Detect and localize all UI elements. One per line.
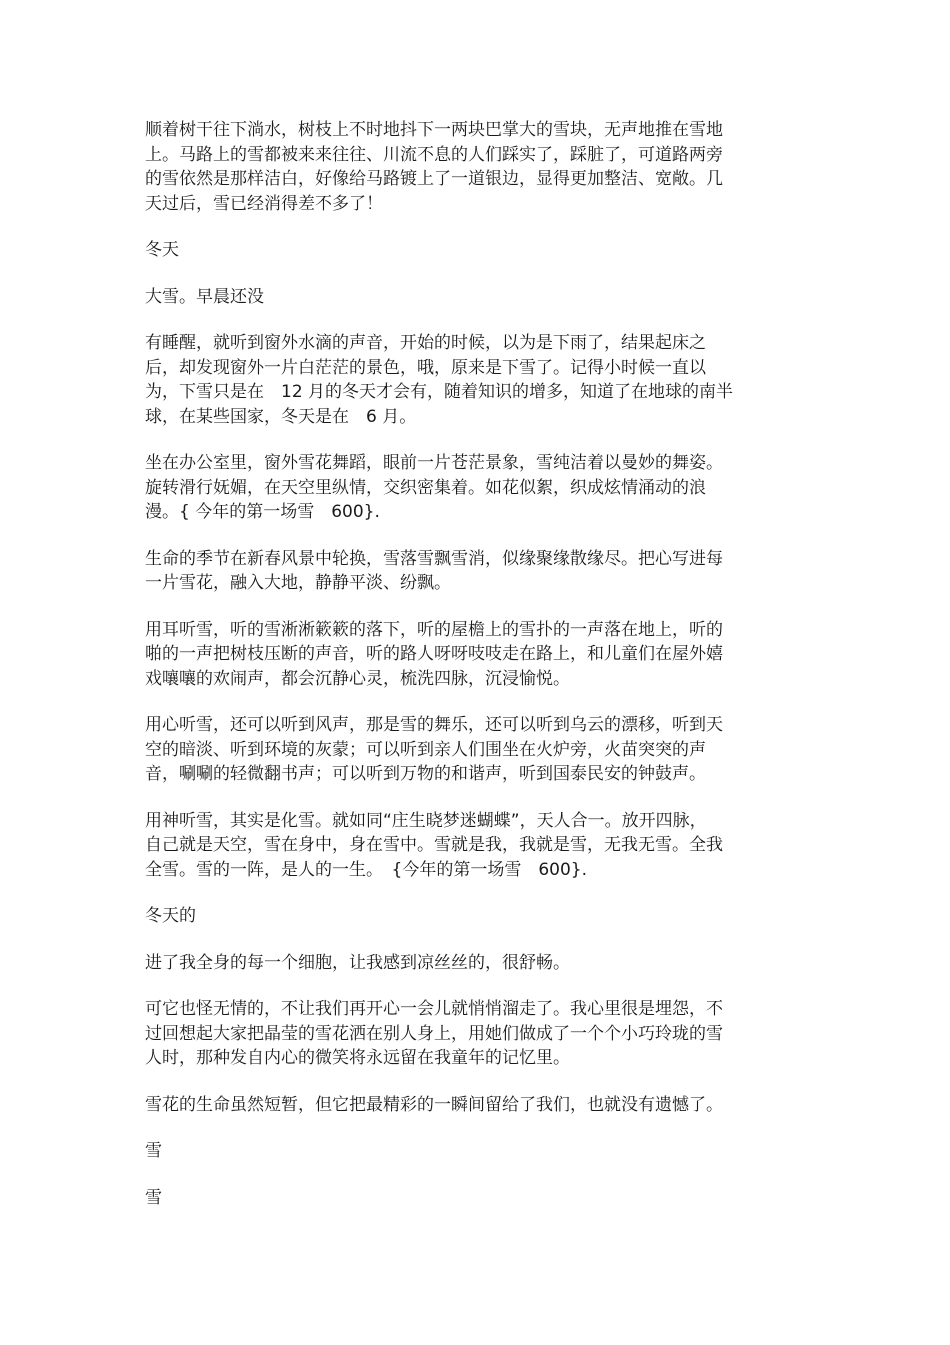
paragraph [145, 809, 765, 883]
text-line: 上。马路上的雪都被来来往往、川流不息的人们踩实了，踩脏了，可道路两旁 [145, 144, 723, 165]
text-line: 冬天 [145, 240, 179, 260]
text-line: 坐在办公室里，窗外雪花舞蹈，眼前一片苍茫景象，雪纯洁着以曼妙的舞姿。 [145, 453, 723, 473]
text-line: 用耳听雪，听的雪淅淅簌簌的落下，听的屋檐上的雪扑的一声落在地上，听的 [145, 619, 723, 640]
paragraph [145, 331, 765, 429]
text-line: 一片雪花，融入大地，静静平淡、纷飘。 [145, 573, 451, 593]
paragraph [145, 713, 765, 787]
paragraph [145, 451, 765, 525]
text-line: 人时，那种发自内心的微笑将永远留在我童年的记忆里。 [145, 1048, 570, 1068]
text-line: 可它也怪无情的，不让我们再开心一会儿就悄悄溜走了。我心里很是埋怨，不 [145, 999, 723, 1019]
text-line: 天过后，雪已经消得差不多了！ [145, 193, 383, 214]
paragraph [145, 1093, 765, 1118]
text-line: 雪 [145, 1141, 162, 1161]
text-line: 后，却发现窗外一片白茫茫的景色，哦，原来是下雪了。记得小时候一直以 [145, 357, 706, 378]
text-line: 的雪依然是那样洁白，好像给马路镀上了一道银边，显得更加整洁、宽敞。几 [145, 169, 723, 189]
text-line: 自己就是天空，雪在身中，身在雪中。雪就是我，我就是雪，无我无雪。全我 [145, 835, 723, 855]
paragraph [145, 997, 765, 1071]
text-line: 冬天的 [145, 906, 196, 926]
paragraph [145, 951, 765, 976]
text-line: 戏嚷嚷的欢闹声，都会沉静心灵，梳洗四脉，沉浸愉悦。 [145, 668, 570, 689]
text-line: 用神听雪，其实是化雪。就如同“庄生晓梦迷蝴蝶”，天人合一。放开四脉， [145, 810, 707, 831]
text-line: 为，下雪只是在 12 月的冬天才会有，随着知识的增多，知道了在地球的南半 [145, 382, 734, 402]
paragraph [145, 618, 765, 692]
paragraph [145, 547, 765, 596]
document-body [145, 118, 765, 1232]
paragraph [145, 285, 765, 310]
text-line: 过回想起大家把晶莹的雪花洒在别人身上，用她们做成了一个个小巧玲珑的雪 [145, 1023, 723, 1044]
text-line: 生命的季节在新春风景中轮换，雪落雪飘雪消，似缘聚缘散缘尽。把心写进每 [145, 548, 723, 569]
text-line: 空的暗淡、听到环境的灰蒙；可以听到亲人们围坐在火炉旁，火苗突突的声 [145, 739, 706, 760]
text-line: 漫。{ 今年的第一场雪 600}. [145, 502, 380, 522]
paragraph [145, 1139, 765, 1164]
text-line: 用心听雪，还可以听到风声，那是雪的舞乐，还可以听到乌云的漂移，听到天 [145, 715, 723, 735]
paragraph [145, 238, 765, 263]
text-line: 雪花的生命虽然短暂，但它把最精彩的一瞬间留给了我们，也就没有遗憾了。 [145, 1094, 723, 1115]
text-line: 雪 [145, 1187, 162, 1208]
text-line: 全雪。雪的一阵，是人的一生。 {今年的第一场雪 600}. [145, 859, 587, 880]
text-line: 音，唰唰的轻微翻书声；可以听到万物的和谐声，听到国泰民安的钟鼓声。 [145, 764, 706, 784]
text-line: 旋转滑行妩媚，在天空里纵情，交织密集着。如花似絮，织成炫情涌动的浪 [145, 477, 706, 498]
text-line: 顺着树干往下淌水，树枝上不时地抖下一两块巴掌大的雪块，无声地推在雪地 [145, 120, 723, 140]
text-line: 有睡醒，就听到窗外水滴的声音，开始的时候，以为是下雨了，结果起床之 [145, 333, 706, 353]
text-line: 球，在某些国家，冬天是在 6 月。 [145, 406, 417, 427]
text-line: 大雪。早晨还没 [145, 286, 264, 307]
paragraph [145, 118, 765, 216]
text-line: 进了我全身的每一个细胞，让我感到凉丝丝的，很舒畅。 [145, 952, 570, 973]
paragraph [145, 1186, 765, 1211]
text-line: 啪的一声把树枝压断的声音，听的路人呀呀吱吱走在路上，和儿童们在屋外嬉 [145, 644, 723, 664]
paragraph [145, 904, 765, 929]
